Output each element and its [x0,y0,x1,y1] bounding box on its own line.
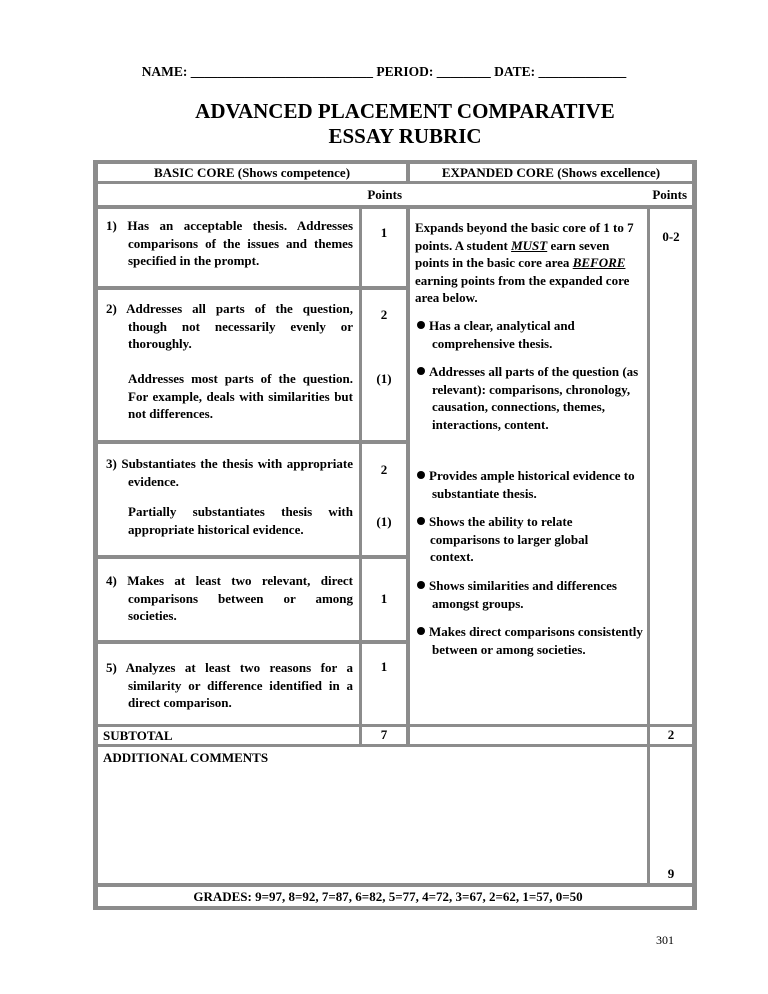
subtotal-label: SUBTOTAL [103,728,173,743]
expanded-bullet-2: Addresses all parts of the question (as relevant): comparisons, chronology, causation, connections, themes, interactions, content. [417,363,652,433]
bullet-dot-icon [417,367,425,375]
points-header-row [98,184,692,205]
expanded-bullet-5: Shows similarities and differences amongst groups. [417,577,652,612]
bullet-dot-icon [417,471,425,479]
bullet-dot-icon [417,581,425,589]
expanded-bullet-6: Makes direct comparisons consistently between or among societies. [417,623,652,658]
expanded-points-cell [650,209,692,724]
basic-item-2-points: 2 [380,307,388,322]
bullet-dot-icon [417,517,425,525]
subtotal-expanded-blank-cell [410,727,647,744]
basic-item-1-points: 1 [380,225,388,240]
basic-item-5-points-cell [362,644,406,724]
expanded-core-heading-cell [410,164,692,181]
grades-row [98,887,692,906]
basic-item-2-partial-points: (1) [376,371,392,386]
basic-item-4-points-cell [362,559,406,640]
basic-item-4-text: 4) Makes at least two relevant, direct comparisons between or among societies. [106,573,353,623]
rubric-table [93,160,697,910]
basic-item-3-partial-points: (1) [376,514,392,529]
page-number: 301 [656,933,674,947]
subtotal-basic: 7 [380,727,388,742]
basic-item-1-text: 1) Has an acceptable thesis. Addresses comparisons of the issues and themes specified in the prompt. [106,218,353,268]
total-cell [650,747,692,883]
basic-core-heading-cell [98,164,406,181]
basic-item-2-cell [98,290,359,440]
basic-core-heading: BASIC CORE (Shows competence) [153,165,351,180]
basic-item-5-text: 5) Analyzes at least two reasons for a similarity or difference identified in a direct comparison. [106,660,353,710]
basic-item-1-points-cell [362,209,406,286]
basic-item-5-cell [98,644,359,724]
expanded-core-heading: EXPANDED CORE (Shows excellence) [441,165,661,180]
expanded-bullet-1: Has a clear, analytical and comprehensive thesis. [417,317,652,352]
total-score: 9 [667,866,675,881]
basic-item-5-points: 1 [380,659,388,674]
basic-item-2-points-cell [362,290,406,440]
basic-item-3-text: 3) Substantiates the thesis with appropriate evidence. [106,456,353,489]
expanded-points-header: Points [652,187,687,202]
basic-item-3-points-cell [362,444,406,555]
expanded-points: 0-2 [662,229,680,244]
expanded-core-cell [410,209,647,724]
basic-item-3-points: 2 [380,462,388,477]
bullet-dot-icon [417,321,425,329]
grades-scale: GRADES: 9=97, 8=92, 7=87, 6=82, 5=77, 4=72, 3=67, 2=62, 1=57, 0=50 [193,889,583,904]
page-title-line2: ESSAY RUBRIC [328,124,482,148]
student-info-line: NAME: ___________________________ PERIOD: ________ DATE: _____________ [141,64,627,79]
expanded-bullet-3: Provides ample historical evidence to substantiate thesis. [417,467,652,502]
subtotal-label-cell [98,727,359,744]
bullet-dot-icon [417,627,425,635]
subtotal-basic-cell [362,727,406,744]
basic-item-3-cell [98,444,359,555]
subtotal-expanded: 2 [667,727,675,742]
basic-item-4-cell [98,559,359,640]
expanded-bullet-4: Shows the ability to relate comparisons to larger global context. [417,513,635,566]
basic-item-3-partial-text: Partially substantiates thesis with appropriate historical evidence. [128,504,353,537]
basic-points-header: Points [367,187,402,202]
expanded-intro: Expands beyond the basic core of 1 to 7 points. A student MUST earn seven points in the basic core area BEFORE earning points from the expanded core area below. [415,220,634,305]
basic-item-4-points: 1 [380,591,388,606]
additional-comments-label: ADDITIONAL COMMENTS [103,750,269,765]
basic-item-1-cell [98,209,359,286]
subtotal-expanded-cell [650,727,692,744]
additional-comments-cell [98,747,647,883]
basic-item-2-text: 2) Addresses all parts of the question, though not necessarily evenly or thoroughly. [106,301,353,351]
basic-item-2-partial-text: Addresses most parts of the question. For example, deals with similarities but not differences. [128,371,353,421]
page-title-line1: ADVANCED PLACEMENT COMPARATIVE [195,99,615,123]
